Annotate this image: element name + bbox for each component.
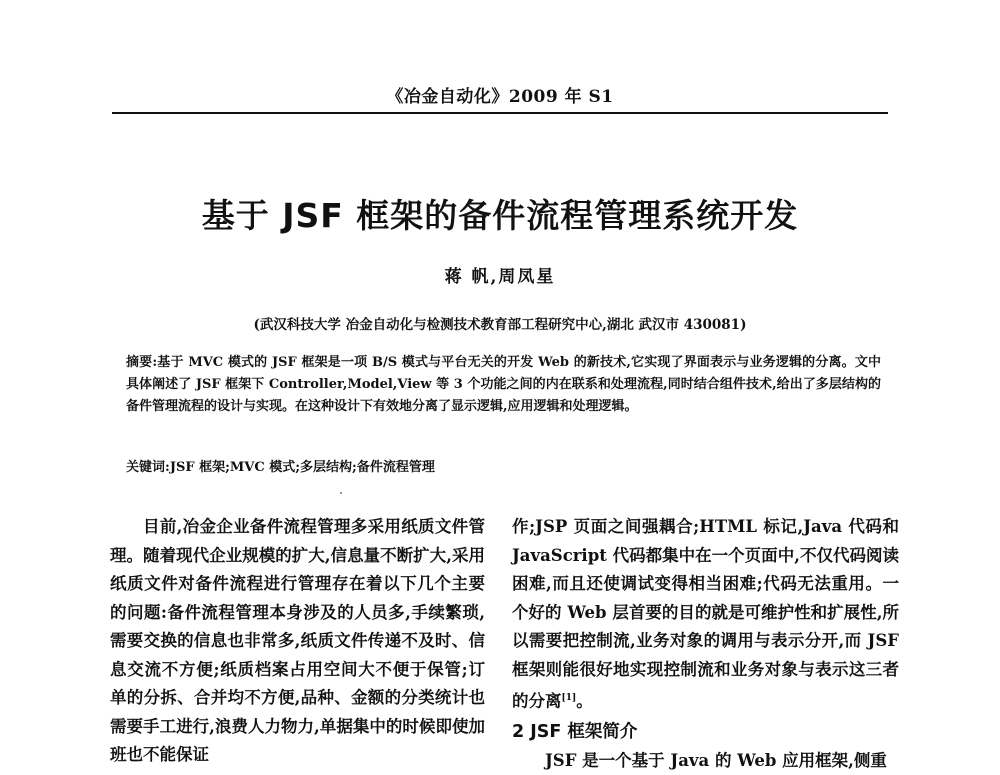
separator-dot [340,492,342,494]
citation: [1] [562,693,577,703]
keywords-text: JSF 框架;MVC 模式;多层结构;备件流程管理 [170,460,435,475]
paper-title: 基于 JSF 框架的备件流程管理系统开发 [0,190,1000,237]
affiliation: (武汉科技大学 冶金自动化与检测技术教育部工程研究中心,湖北 武汉市 430081) [0,313,1000,333]
right-column-text: 作;JSP 页面之间强耦合;HTML 标记,Java 代码和 JavaScript 代码都集中在一个页面中,不仅代码阅读困难,而且还使调试变得相当困难;代码无法重用。一个好的 Web 层首要的目的就是可维护性和扩展性,所以需要把控制流,业务对象的调用与表示分开,而 JSF 框架则能很好地实现控制流和业务对象与表示这三者的分离 [512,517,899,711]
running-head: 《冶金自动化》2009 年 S1 [0,82,1000,107]
abstract-text: 基于 MVC 模式的 JSF 框架是一项 B/S 模式与平台无关的开发 Web 的新技术,它实现了界面表示与业务逻辑的分离。文中具体阐述了 JSF 框架下 Controller,Model,View 等 3 个功能之间的内在联系和处理流程,同时结合组件技术,给出了多层结构的备件管理流程的设计与实现。在这种设计下有效地分离了显示逻辑,应用逻辑和处理逻辑。 [126,355,881,414]
keywords-label: 关键词: [126,460,170,475]
citation-tail: 。 [576,692,593,711]
header-rule [112,112,888,114]
body-right-column [512,513,899,775]
body-left-column: 目前,冶金企业备件流程管理多采用纸质文件管理。随着现代企业规模的扩大,信息量不断扩大,采用纸质文件对备件流程进行管理存在着以下几个主要的问题:备件流程管理本身涉及的人员多,手续繁琐,需要交换的信息也非常多,纸质文件传递不及时、信息交流不方便;纸质档案占用空间大不便于保管;订单的分拆、合并均不方便,品种、金额的分类统计也需要手工进行,浪费人力物力,单据集中的时候即使加班也不能保证 [110,513,485,770]
abstract [126,352,881,418]
section-heading: 2 JSF 框架简介 [512,718,899,747]
abstract-label: 摘要: [126,355,157,370]
keywords [126,457,881,479]
authors: 蒋 帆,周凤星 [0,262,1000,287]
section-first-line: JSF 是一个基于 Java 的 Web 应用框架,侧重 [512,747,899,775]
